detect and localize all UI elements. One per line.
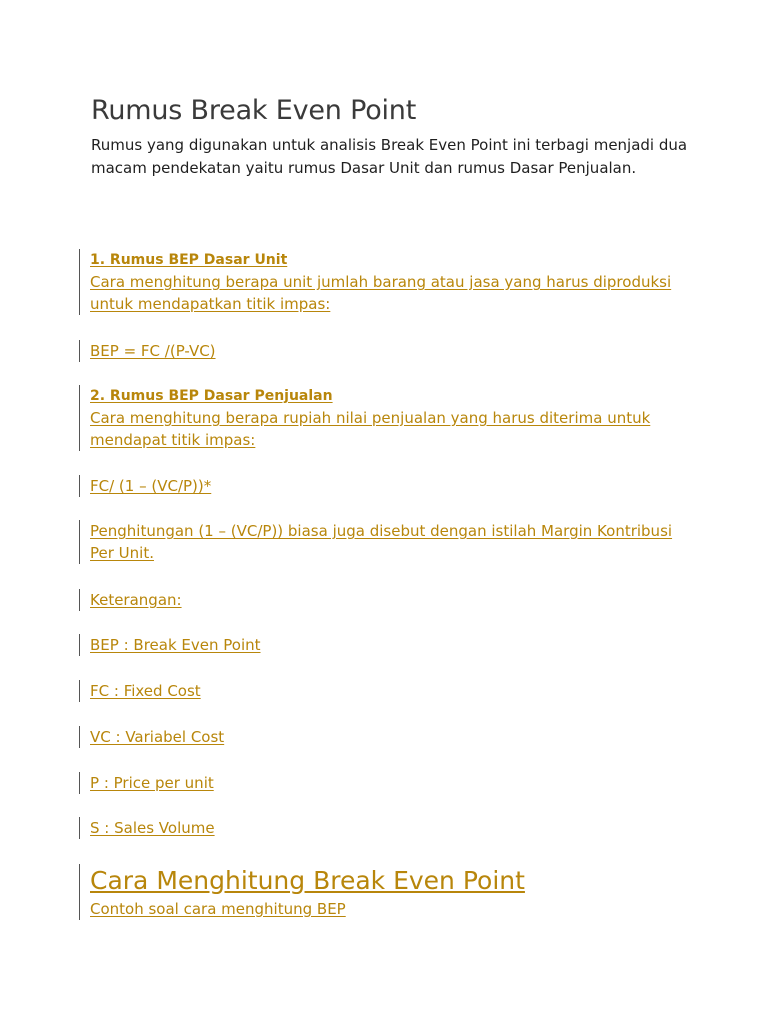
section-cara-menghitung-heading-link[interactable]: Cara Menghitung Break Even Point — [90, 866, 525, 895]
section-bep-penjualan-desc-line1[interactable]: Cara menghitung berapa rupiah nilai penjualan yang harus diterima untuk — [90, 409, 651, 427]
section-cara-menghitung-sub-link[interactable]: Contoh soal cara menghitung BEP — [90, 900, 346, 918]
legend-item-p — [79, 772, 690, 794]
section-bep-penjualan-heading-link[interactable]: 2. Rumus BEP Dasar Penjualan — [90, 388, 333, 404]
page-title: Rumus Break Even Point — [91, 95, 417, 126]
legend-item-s — [79, 817, 690, 839]
margin-kontribusi-line1[interactable]: Penghitungan (1 – (VC/P)) biasa juga disebut dengan istilah Margin Kontribusi — [90, 522, 673, 540]
section-bep-unit-desc-line1[interactable]: Cara menghitung berapa unit jumlah barang atau jasa yang harus diproduksi — [90, 273, 672, 291]
formula-bep-unit-link[interactable]: BEP = FC /(P-VC) — [90, 342, 216, 360]
formula-bep-unit — [79, 340, 690, 362]
formula-bep-penjualan-link[interactable]: FC/ (1 – (VC/P))* — [90, 477, 212, 495]
section-bep-unit — [79, 249, 690, 315]
legend-item-p-link[interactable]: P : Price per unit — [90, 774, 214, 792]
intro-paragraph: Rumus yang digunakan untuk analisis Break Even Point ini terbagi menjadi dua macam pendekatan yaitu rumus Dasar Unit dan rumus Dasar Penjualan. — [91, 136, 688, 177]
legend-item-s-link[interactable]: S : Sales Volume — [90, 819, 215, 837]
section-bep-penjualan — [79, 385, 690, 451]
legend-item-bep-link[interactable]: BEP : Break Even Point — [90, 636, 261, 654]
section-cara-menghitung — [79, 864, 690, 920]
keterangan-link[interactable]: Keterangan: — [90, 591, 182, 609]
section-bep-unit-heading-link[interactable]: 1. Rumus BEP Dasar Unit — [90, 252, 288, 268]
legend-item-fc-link[interactable]: FC : Fixed Cost — [90, 682, 201, 700]
legend-item-vc-link[interactable]: VC : Variabel Cost — [90, 728, 225, 746]
keterangan-block — [79, 589, 690, 611]
section-bep-unit-desc-line2[interactable]: untuk mendapatkan titik impas: — [90, 295, 331, 313]
legend-item-vc — [79, 726, 690, 748]
section-bep-penjualan-desc-line2[interactable]: mendapat titik impas: — [90, 431, 256, 449]
legend-item-fc — [79, 680, 690, 702]
legend-item-bep — [79, 634, 690, 656]
margin-kontribusi-note — [79, 520, 690, 564]
margin-kontribusi-line2[interactable]: Per Unit. — [90, 544, 154, 562]
formula-bep-penjualan — [79, 475, 690, 497]
